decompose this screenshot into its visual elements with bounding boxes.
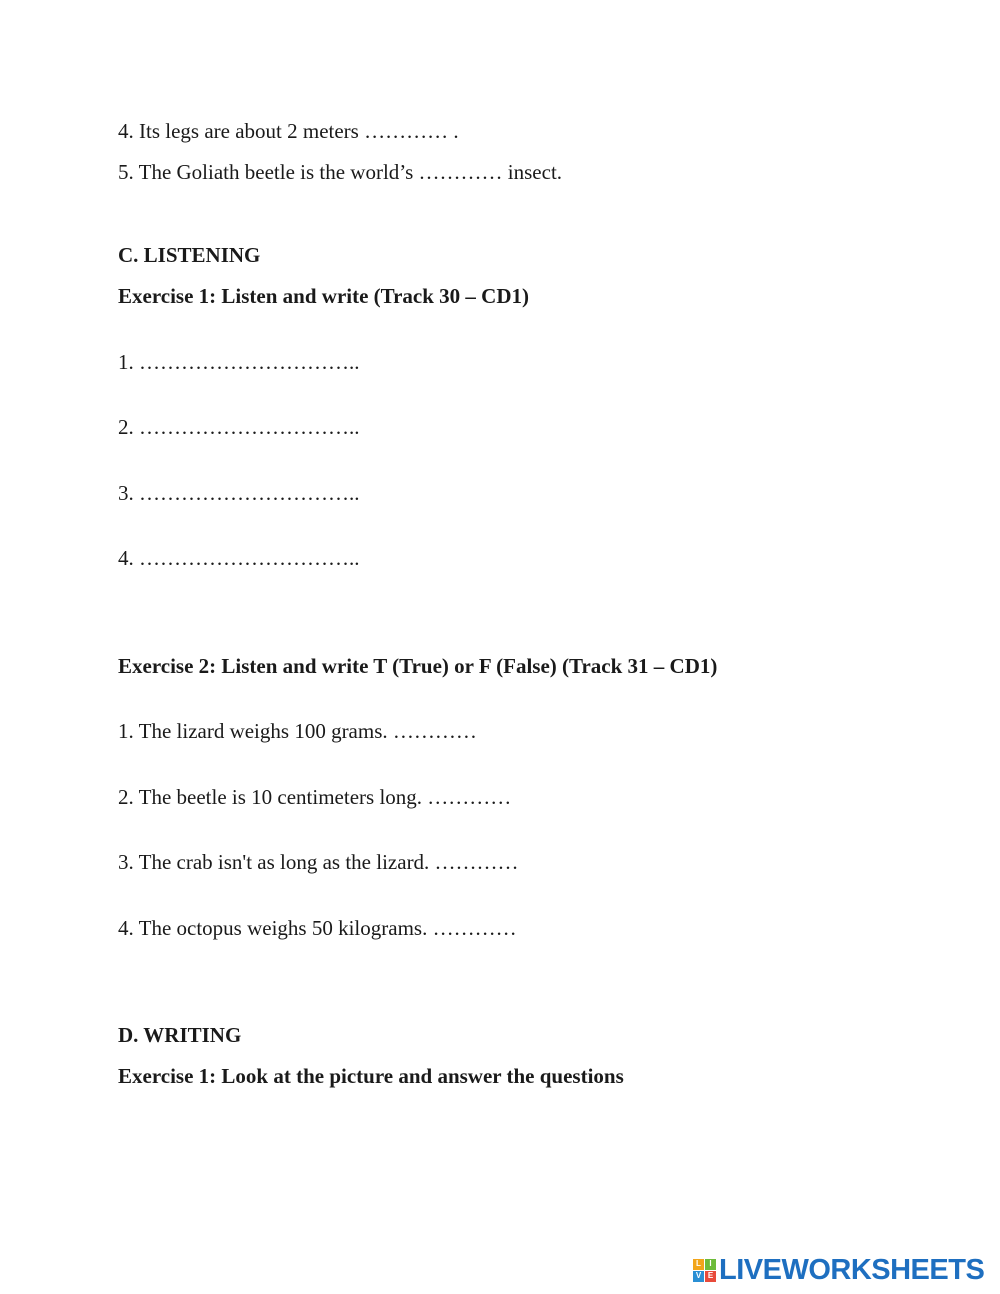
reading-question-5: 5. The Goliath beetle is the world’s ………… insect.	[118, 160, 563, 184]
listening-ex1-item: 2. …………………………..	[118, 415, 360, 439]
reading-question-4: 4. Its legs are about 2 meters ………… .	[118, 119, 459, 143]
listening-ex1-item: 4. …………………………..	[118, 546, 360, 570]
listening-ex2-item: 1. The lizard weighs 100 grams. …………	[118, 719, 477, 743]
listening-ex2-item: 2. The beetle is 10 centimeters long. …………	[118, 785, 512, 809]
section-heading-listening: C. LISTENING	[118, 243, 261, 267]
listening-exercise-2-title: Exercise 2: Listen and write T (True) or F (False) (Track 31 – CD1)	[118, 654, 718, 678]
listening-ex2-item: 4. The octopus weighs 50 kilograms. …………	[118, 916, 517, 940]
liveworksheets-logo-text: LIVEWORKSHEETS	[719, 1253, 985, 1286]
listening-ex1-item: 1. …………………………..	[118, 350, 360, 374]
section-heading-writing: D. WRITING	[118, 1023, 242, 1047]
listening-ex1-item: 3. …………………………..	[118, 481, 360, 505]
liveworksheets-logo	[693, 1254, 984, 1286]
writing-exercise-1-title: Exercise 1: Look at the picture and answer the questions	[118, 1064, 624, 1088]
liveworksheets-logo-icon: L I V E	[693, 1259, 716, 1282]
listening-ex2-item: 3. The crab isn't as long as the lizard. …………	[118, 850, 519, 874]
listening-exercise-1-title: Exercise 1: Listen and write (Track 30 – CD1)	[118, 284, 529, 308]
